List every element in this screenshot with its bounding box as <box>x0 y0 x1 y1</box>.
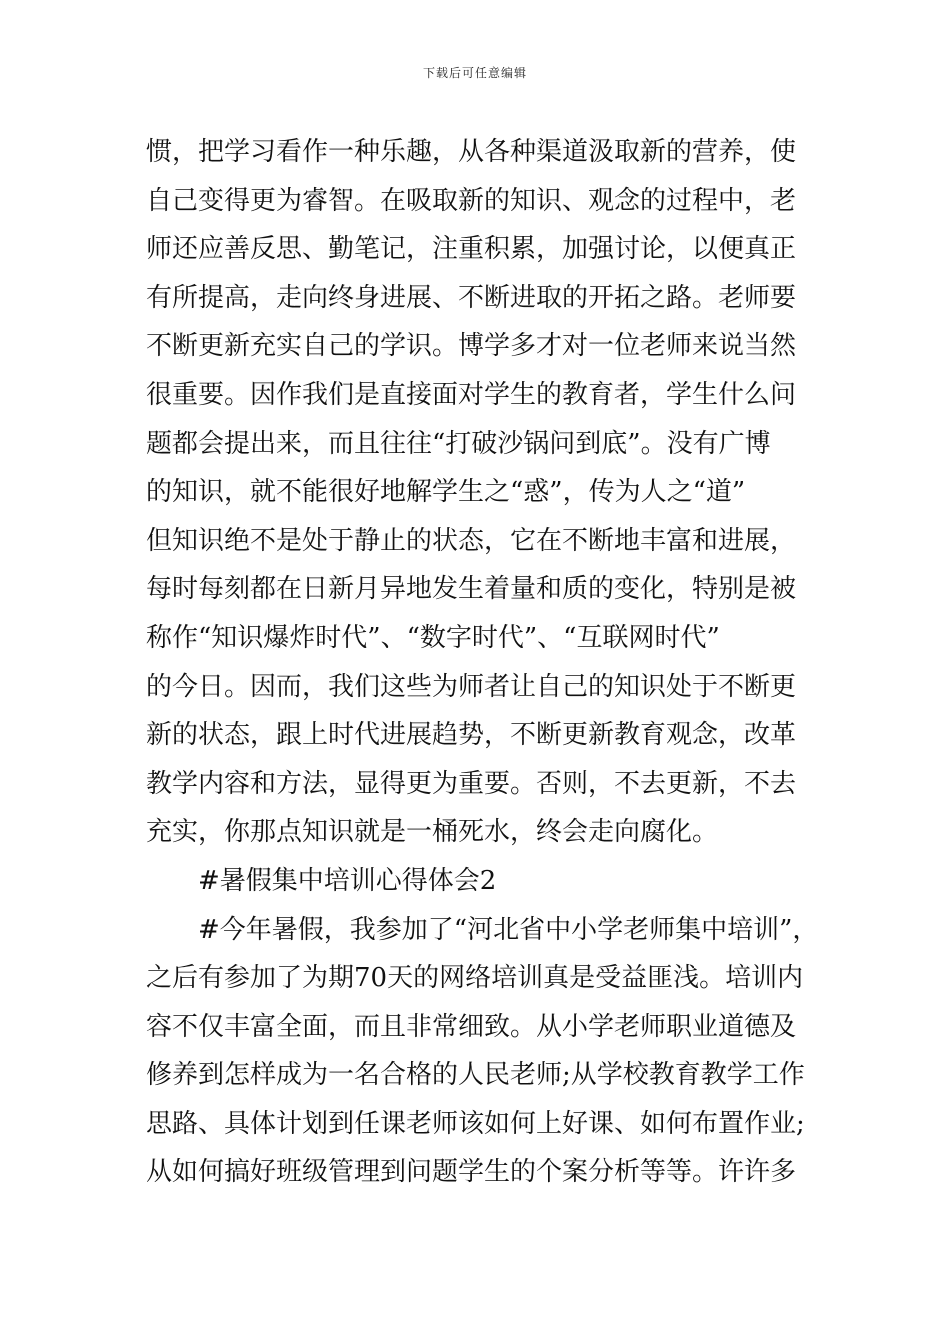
text-line: 思路、具体计划到任课老师该如何上好课、如何布置作业; <box>146 1108 805 1139</box>
text-line: 之后有参加了为期70天的网络培训真是受益匪浅。培训内 <box>146 963 804 994</box>
text-line: 每时每刻都在日新月异地发生着量和质的变化，特别是被 <box>146 574 797 605</box>
text-line: 充实，你那点知识就是一桶死水，终会走向腐化。 <box>146 817 719 848</box>
text-line: 的知识，就不能很好地解学生之“惑”，传为人之“道” <box>146 477 746 508</box>
text-line: 从如何搞好班级管理到问题学生的个案分析等等。许许多 <box>146 1157 797 1188</box>
text-line: 有所提高，走向终身进展、不断进取的开拓之路。老师要 <box>146 282 797 313</box>
text-line: 很重要。因作我们是直接面对学生的教育者，学生什么问 <box>146 379 797 410</box>
text-line: #今年暑假，我参加了“河北省中小学老师集中培训”， <box>198 914 819 945</box>
text-line: 不断更新充实自己的学识。博学多才对一位老师来说当然 <box>146 331 797 362</box>
section-heading: #暑假集中培训心得体会2 <box>198 865 497 896</box>
text-line: 师还应善反思、勤笔记，注重积累，加强讨论，以便真正 <box>146 234 797 265</box>
text-line: 新的状态，跟上时代进展趋势，不断更新教育观念，改革 <box>146 720 797 751</box>
text-line: 题都会提出来，而且往往“打破沙锅问到底”。没有广博 <box>146 428 771 459</box>
text-line: 修养到怎样成为一名合格的人民老师;从学校教育教学工作 <box>146 1060 805 1091</box>
page-header: 下载后可任意编辑 <box>422 66 527 80</box>
text-line: 惯，把学习看作一种乐趣，从各种渠道汲取新的营养，使 <box>146 137 797 167</box>
text-line: 教学内容和方法，显得更为重要。否则，不去更新，不去 <box>146 768 797 799</box>
text-line: 容不仅丰富全面，而且非常细致。从小学老师职业道德及 <box>146 1011 797 1042</box>
text-line: 称作“知识爆炸时代”、“数字时代”、“互联网时代” <box>146 622 720 653</box>
text-line: 自己变得更为睿智。在吸取新的知识、观念的过程中，老 <box>146 185 797 216</box>
text-line: 但知识绝不是处于静止的状态，它在不断地丰富和进展， <box>146 525 797 556</box>
body-text <box>146 128 826 1197</box>
text-line: 的今日。因而，我们这些为师者让自己的知识处于不断更 <box>146 671 797 702</box>
